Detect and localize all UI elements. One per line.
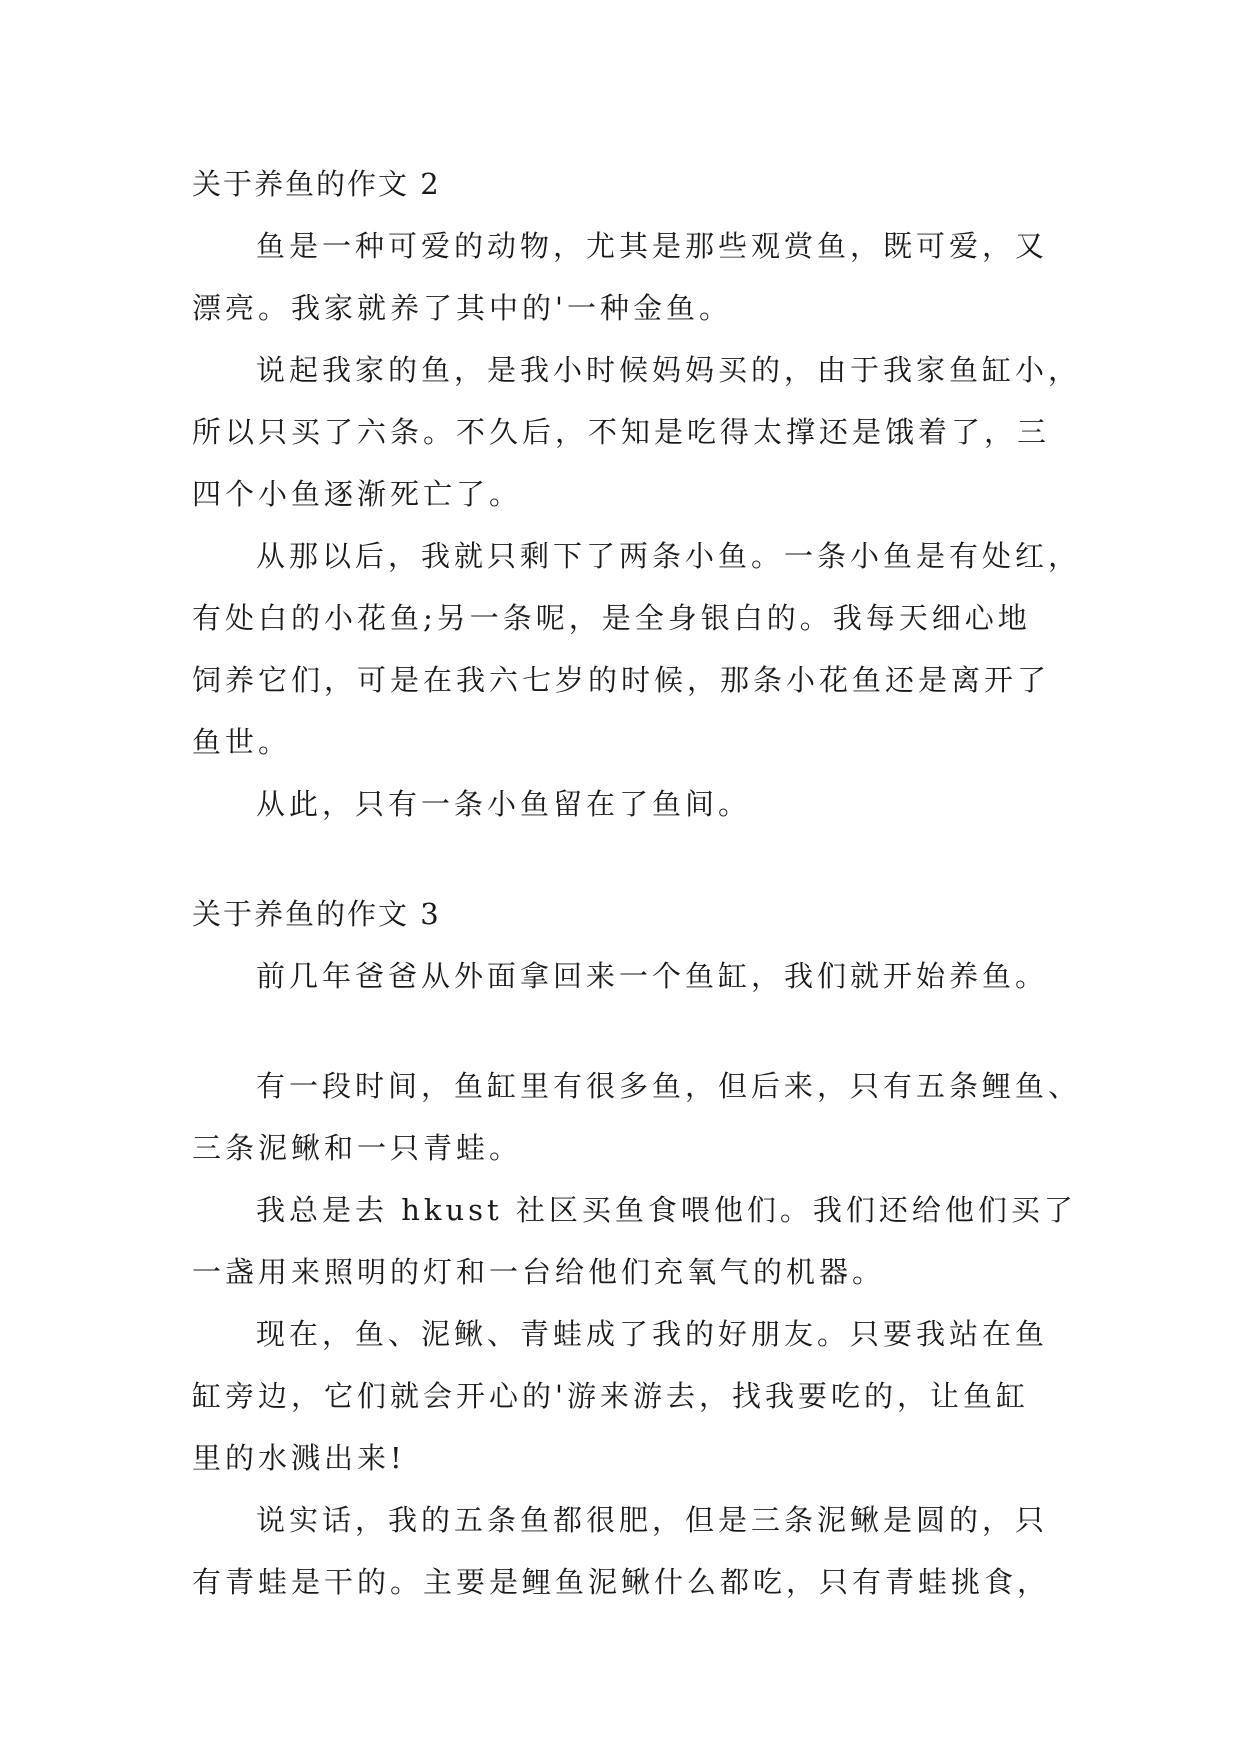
paragraph-line: 说实话，我的五条鱼都很肥，但是三条泥鳅是圆的，只 [256,1503,1049,1537]
paragraph-line: 四个小鱼逐渐死亡了。 [192,477,523,511]
paragraph-line: 三条泥鳅和一只青蛙。 [192,1131,523,1165]
paragraph-line: 我总是去 hkust 社区买鱼食喂他们。我们还给他们买了 [256,1193,1077,1227]
paragraph-line: 前几年爸爸从外面拿回来一个鱼缸，我们就开始养鱼。 [256,959,1049,993]
paragraph-line: 漂亮。我家就养了其中的'一种金鱼。 [192,291,732,325]
paragraph-line: 缸旁边，它们就会开心的'游来游去，找我要吃的，让鱼缸 [192,1379,1029,1413]
paragraph-line: 现在，鱼、泥鳅、青蛙成了我的好朋友。只要我站在鱼 [256,1317,1049,1351]
paragraph-line: 从那以后，我就只剩下了两条小鱼。一条小鱼是有处红， [256,539,1082,573]
paragraph-line: 有青蛙是干的。主要是鲤鱼泥鳅什么都吃，只有青蛙挑食， [192,1565,1051,1599]
paragraph-line: 说起我家的鱼，是我小时候妈妈买的，由于我家鱼缸小， [256,353,1082,387]
paragraph-line: 所以只买了六条。不久后，不知是吃得太撑还是饿着了，三 [192,415,1051,449]
paragraph-line: 饲养它们，可是在我六七岁的时候，那条小花鱼还是离开了 [192,663,1051,697]
paragraph-line: 鱼世。 [192,725,292,759]
paragraph-line: 有一段时间，鱼缸里有很多鱼，但后来，只有五条鲤鱼、 [256,1069,1082,1103]
paragraph-line: 从此，只有一条小鱼留在了鱼间。 [256,787,752,821]
paragraph-line: 里的水溅出来! [192,1441,406,1475]
section-title: 关于养鱼的作文 2 [192,167,441,201]
paragraph-line: 鱼是一种可爱的动物，尤其是那些观赏鱼，既可爱，又 [256,229,1049,263]
paragraph-line: 有处白的小花鱼;另一条呢，是全身银白的。我每天细心地 [192,601,1031,635]
section-title: 关于养鱼的作文 3 [192,897,441,931]
paragraph-line: 一盏用来照明的灯和一台给他们充氧气的机器。 [192,1255,886,1289]
